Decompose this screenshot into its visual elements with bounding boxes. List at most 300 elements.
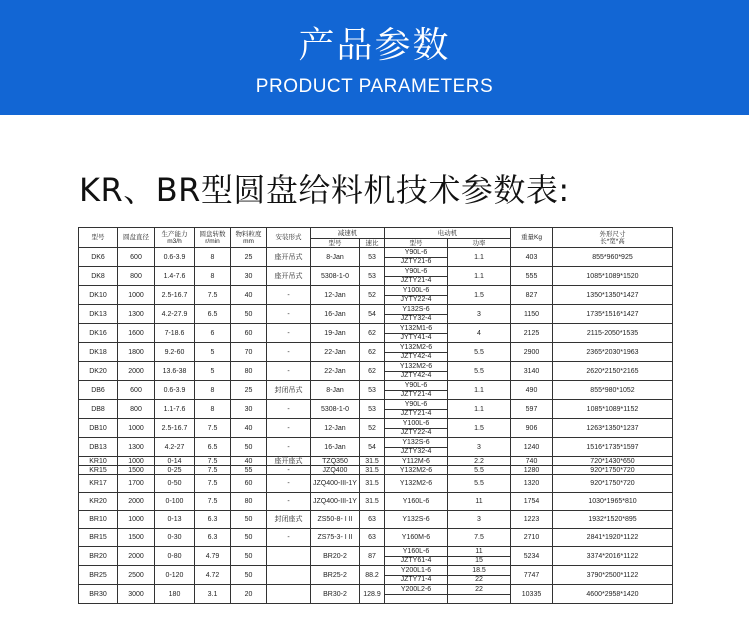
dimensions-cell: 2841*1920*1122 — [553, 529, 673, 547]
motor-model-cell: JZTY21-6 — [385, 257, 448, 267]
reducer-model-cell: 16-Jan — [311, 438, 360, 457]
motor-model-cell: Y200L2-6 — [385, 585, 448, 595]
install-cell: - — [267, 400, 311, 419]
install-cell — [267, 585, 311, 604]
capacity-cell: 2.5-16.7 — [155, 419, 195, 438]
particle-size-cell: 25 — [231, 248, 267, 267]
reducer-model-cell: 8-Jan — [311, 381, 360, 400]
reducer-model-cell: 12-Jan — [311, 286, 360, 305]
diameter-cell: 800 — [118, 267, 155, 286]
install-cell: - — [267, 324, 311, 343]
model-cell: KR20 — [79, 493, 118, 511]
motor-power-cell: 7.5 — [448, 529, 511, 547]
table-row — [79, 324, 673, 334]
weight-cell: 1320 — [511, 475, 553, 493]
capacity-cell: 0-100 — [155, 493, 195, 511]
header-motor-model: 型号 — [385, 239, 448, 248]
motor-model-cell: JZTY22-4 — [385, 428, 448, 438]
motor-power-cell: 11 — [448, 547, 511, 557]
motor-model-cell: JZTY42-4 — [385, 352, 448, 362]
diameter-cell: 1000 — [118, 286, 155, 305]
install-cell: - — [267, 343, 311, 362]
dimensions-cell: 1030*1965*810 — [553, 493, 673, 511]
reducer-ratio-cell: 31.5 — [360, 475, 385, 493]
header-disc-speed-label: 圆盘转数 — [199, 230, 226, 238]
weight-cell: 1240 — [511, 438, 553, 457]
speed-cell: 6.5 — [195, 305, 231, 324]
speed-cell: 8 — [195, 248, 231, 267]
motor-model-cell: Y112M-6 — [385, 457, 448, 466]
capacity-cell: 180 — [155, 585, 195, 604]
diameter-cell: 2000 — [118, 547, 155, 566]
dimensions-cell: 1932*1520*895 — [553, 511, 673, 529]
header-dimensions-label: 外形尺寸 — [599, 230, 626, 238]
capacity-cell: 0.6-3.9 — [155, 381, 195, 400]
motor-model-cell: JZTY21-4 — [385, 276, 448, 286]
diameter-cell: 1000 — [118, 419, 155, 438]
table-row — [79, 305, 673, 315]
reducer-ratio-cell: 87 — [360, 547, 385, 566]
reducer-ratio-cell: 31.5 — [360, 466, 385, 475]
diameter-cell: 2000 — [118, 362, 155, 381]
install-cell: - — [267, 529, 311, 547]
motor-model-cell: JZTY21-4 — [385, 390, 448, 400]
motor-model-cell: Y132M2-6 — [385, 343, 448, 353]
dimensions-cell: 1516*1735*1597 — [553, 438, 673, 457]
install-cell: - — [267, 286, 311, 305]
weight-cell: 555 — [511, 267, 553, 286]
table-row — [79, 475, 673, 493]
motor-model-cell: Y90L-6 — [385, 267, 448, 277]
diameter-cell: 600 — [118, 248, 155, 267]
table-row — [79, 457, 673, 466]
particle-size-cell: 60 — [231, 324, 267, 343]
reducer-ratio-cell: 62 — [360, 362, 385, 381]
header-particle-size-label: 物料粒度 — [235, 230, 262, 238]
reducer-ratio-cell: 128.9 — [360, 585, 385, 604]
dimensions-cell: 4600*2958*1420 — [553, 585, 673, 604]
table-row — [79, 248, 673, 258]
model-cell: DB10 — [79, 419, 118, 438]
table-row — [79, 529, 673, 547]
motor-power-cell — [448, 594, 511, 604]
capacity-cell: 0-80 — [155, 547, 195, 566]
particle-size-cell: 55 — [231, 466, 267, 475]
particle-size-cell: 50 — [231, 305, 267, 324]
capacity-cell: 4.2-27 — [155, 438, 195, 457]
motor-model-cell — [385, 594, 448, 604]
capacity-cell: 0.6-3.9 — [155, 248, 195, 267]
table-row — [79, 286, 673, 296]
weight-cell: 1280 — [511, 466, 553, 475]
install-cell: - — [267, 419, 311, 438]
dimensions-cell: 855*960*925 — [553, 248, 673, 267]
diameter-cell: 1300 — [118, 438, 155, 457]
diameter-cell: 1300 — [118, 305, 155, 324]
reducer-ratio-cell: 31.5 — [360, 493, 385, 511]
dimensions-cell: 2115-2050*1535 — [553, 324, 673, 343]
model-cell: KR10 — [79, 457, 118, 466]
install-cell: 封闭座式 — [267, 511, 311, 529]
reducer-model-cell: 5308-1-0 — [311, 267, 360, 286]
particle-size-cell: 50 — [231, 529, 267, 547]
motor-model-cell: Y200L1-6 — [385, 566, 448, 576]
spec-table-body — [79, 228, 673, 604]
motor-power-cell: 5.5 — [448, 466, 511, 475]
install-cell: 座开吊式 — [267, 248, 311, 267]
speed-cell: 4.72 — [195, 566, 231, 585]
header-disc-diameter: 圆盘直径 — [118, 228, 155, 248]
capacity-cell: 0-30 — [155, 529, 195, 547]
weight-cell: 10335 — [511, 585, 553, 604]
reducer-ratio-cell: 31.5 — [360, 457, 385, 466]
particle-size-cell: 40 — [231, 457, 267, 466]
model-cell: DK8 — [79, 267, 118, 286]
speed-cell: 8 — [195, 400, 231, 419]
dimensions-cell: 2365*2030*1963 — [553, 343, 673, 362]
reducer-ratio-cell: 63 — [360, 511, 385, 529]
motor-model-cell: JZTY61-4 — [385, 556, 448, 566]
dimensions-cell: 920*1750*720 — [553, 466, 673, 475]
motor-model-cell: JZTY32-4 — [385, 447, 448, 457]
weight-cell: 2710 — [511, 529, 553, 547]
motor-model-cell: Y132M2-6 — [385, 466, 448, 475]
dimensions-cell: 3374*2016*1122 — [553, 547, 673, 566]
dimensions-cell: 1735*1516*1427 — [553, 305, 673, 324]
motor-model-cell: Y100L-6 — [385, 419, 448, 429]
reducer-ratio-cell: 52 — [360, 419, 385, 438]
speed-cell: 7.5 — [195, 457, 231, 466]
header-reducer-ratio: 速比 — [360, 239, 385, 248]
diameter-cell: 2500 — [118, 566, 155, 585]
install-cell: - — [267, 475, 311, 493]
capacity-cell: 2.5-16.7 — [155, 286, 195, 305]
reducer-ratio-cell: 52 — [360, 286, 385, 305]
speed-cell: 3.1 — [195, 585, 231, 604]
particle-size-cell: 80 — [231, 362, 267, 381]
reducer-ratio-cell: 53 — [360, 381, 385, 400]
weight-cell: 597 — [511, 400, 553, 419]
capacity-cell: 0-50 — [155, 475, 195, 493]
table-row — [79, 438, 673, 448]
weight-cell: 740 — [511, 457, 553, 466]
table-row — [79, 400, 673, 410]
particle-size-cell: 80 — [231, 493, 267, 511]
dimensions-cell: 855*980*1052 — [553, 381, 673, 400]
model-cell: DK10 — [79, 286, 118, 305]
motor-model-cell: JZTY21-4 — [385, 409, 448, 419]
motor-power-cell: 11 — [448, 493, 511, 511]
reducer-ratio-cell: 54 — [360, 305, 385, 324]
table-row — [79, 466, 673, 475]
particle-size-cell: 20 — [231, 585, 267, 604]
header-dimensions-unit: 长*宽*高 — [600, 237, 625, 245]
header-motor-power: 功率 — [448, 239, 511, 248]
table-row — [79, 419, 673, 429]
speed-cell: 8 — [195, 267, 231, 286]
reducer-ratio-cell: 53 — [360, 267, 385, 286]
motor-model-cell: JYTY41-4 — [385, 333, 448, 343]
speed-cell: 4.79 — [195, 547, 231, 566]
speed-cell: 7.5 — [195, 419, 231, 438]
model-cell: BR25 — [79, 566, 118, 585]
model-cell: BR10 — [79, 511, 118, 529]
reducer-model-cell: 22-Jan — [311, 343, 360, 362]
motor-power-cell: 1.1 — [448, 248, 511, 267]
reducer-model-cell: 22-Jan — [311, 362, 360, 381]
model-cell: BR15 — [79, 529, 118, 547]
motor-model-cell: Y132M2-6 — [385, 475, 448, 493]
speed-cell: 6.3 — [195, 511, 231, 529]
particle-size-cell: 70 — [231, 343, 267, 362]
diameter-cell: 1500 — [118, 529, 155, 547]
table-row — [79, 566, 673, 576]
motor-model-cell: Y90L-6 — [385, 248, 448, 258]
reducer-model-cell: JZQ400-III-1Y — [311, 493, 360, 511]
reducer-model-cell: JZQ400 — [311, 466, 360, 475]
weight-cell: 403 — [511, 248, 553, 267]
install-cell — [267, 566, 311, 585]
reducer-model-cell: BR20-2 — [311, 547, 360, 566]
motor-power-cell: 18.5 — [448, 566, 511, 576]
reducer-model-cell: BR25-2 — [311, 566, 360, 585]
dimensions-cell: 3790*2500*1122 — [553, 566, 673, 585]
capacity-cell: 1.1-7.6 — [155, 400, 195, 419]
table-row — [79, 511, 673, 529]
install-cell: - — [267, 438, 311, 457]
motor-power-cell: 4 — [448, 324, 511, 343]
header-banner — [0, 0, 749, 115]
dimensions-cell: 1085*1089*1152 — [553, 400, 673, 419]
capacity-cell: 0-13 — [155, 511, 195, 529]
reducer-ratio-cell: 53 — [360, 400, 385, 419]
motor-model-cell: Y132S-6 — [385, 438, 448, 448]
model-cell: DK13 — [79, 305, 118, 324]
motor-power-cell: 2.2 — [448, 457, 511, 466]
speed-cell: 6.3 — [195, 529, 231, 547]
diameter-cell: 1500 — [118, 466, 155, 475]
speed-cell: 7.5 — [195, 286, 231, 305]
diameter-cell: 1600 — [118, 324, 155, 343]
capacity-cell: 4.2-27.9 — [155, 305, 195, 324]
banner-subtitle: PRODUCT PARAMETERS — [255, 76, 494, 97]
table-row — [79, 585, 673, 595]
header-reducer-model: 型号 — [311, 239, 360, 248]
motor-power-cell: 1.5 — [448, 286, 511, 305]
capacity-cell: 13.6-38 — [155, 362, 195, 381]
reducer-model-cell: BR30-2 — [311, 585, 360, 604]
motor-power-cell: 1.5 — [448, 419, 511, 438]
reducer-ratio-cell: 63 — [360, 529, 385, 547]
capacity-cell: 0-25 — [155, 466, 195, 475]
capacity-cell: 0-120 — [155, 566, 195, 585]
table-row — [79, 267, 673, 277]
install-cell: - — [267, 466, 311, 475]
weight-cell: 2900 — [511, 343, 553, 362]
diameter-cell: 3000 — [118, 585, 155, 604]
table-row — [79, 381, 673, 391]
install-cell: 座开吊式 — [267, 267, 311, 286]
install-cell: 封闭吊式 — [267, 381, 311, 400]
motor-model-cell: Y132M1-6 — [385, 324, 448, 334]
motor-model-cell: Y160L-6 — [385, 547, 448, 557]
reducer-model-cell: 8-Jan — [311, 248, 360, 267]
install-cell — [267, 547, 311, 566]
motor-power-cell: 5.5 — [448, 475, 511, 493]
weight-cell: 490 — [511, 381, 553, 400]
motor-model-cell: Y100L-6 — [385, 286, 448, 296]
spec-table — [78, 227, 673, 604]
header-disc-speed — [195, 228, 231, 248]
header-particle-size — [231, 228, 267, 248]
weight-cell: 7747 — [511, 566, 553, 585]
dimensions-cell: 1085*1089*1520 — [553, 267, 673, 286]
motor-power-cell: 5.5 — [448, 362, 511, 381]
model-cell: DB13 — [79, 438, 118, 457]
speed-cell: 6.5 — [195, 438, 231, 457]
motor-model-cell: Y132S-6 — [385, 305, 448, 315]
speed-cell: 5 — [195, 343, 231, 362]
motor-model-cell: Y90L-6 — [385, 400, 448, 410]
reducer-ratio-cell: 53 — [360, 248, 385, 267]
diameter-cell: 1000 — [118, 457, 155, 466]
speed-cell: 7.5 — [195, 475, 231, 493]
install-cell: - — [267, 493, 311, 511]
motor-model-cell: JYTY22-4 — [385, 295, 448, 305]
diameter-cell: 1700 — [118, 475, 155, 493]
header-weight: 重量Kg — [511, 228, 553, 248]
model-cell: DB6 — [79, 381, 118, 400]
particle-size-cell: 50 — [231, 547, 267, 566]
motor-power-cell: 3 — [448, 511, 511, 529]
dimensions-cell: 1350*1350*1427 — [553, 286, 673, 305]
weight-cell: 827 — [511, 286, 553, 305]
motor-model-cell: Y160M-6 — [385, 529, 448, 547]
header-disc-speed-unit: r/min — [205, 237, 220, 245]
particle-size-cell: 40 — [231, 419, 267, 438]
model-cell: BR20 — [79, 547, 118, 566]
capacity-cell: 0-14 — [155, 457, 195, 466]
model-cell: DK18 — [79, 343, 118, 362]
reducer-model-cell: 5308-1-0 — [311, 400, 360, 419]
motor-model-cell: Y132M2-6 — [385, 362, 448, 372]
dimensions-cell: 2620*2150*2165 — [553, 362, 673, 381]
particle-size-cell: 50 — [231, 566, 267, 585]
diameter-cell: 1000 — [118, 511, 155, 529]
motor-power-cell: 1.1 — [448, 267, 511, 286]
particle-size-cell: 30 — [231, 267, 267, 286]
motor-model-cell: JZTY32-4 — [385, 314, 448, 324]
header-capacity-label: 生产能力 — [161, 230, 188, 238]
reducer-ratio-cell: 88.2 — [360, 566, 385, 585]
install-cell: - — [267, 362, 311, 381]
motor-power-cell: 3 — [448, 438, 511, 457]
table-row — [79, 343, 673, 353]
speed-cell: 7.5 — [195, 466, 231, 475]
particle-size-cell: 40 — [231, 286, 267, 305]
table-row — [79, 547, 673, 557]
diameter-cell: 2000 — [118, 493, 155, 511]
speed-cell: 5 — [195, 362, 231, 381]
speed-cell: 8 — [195, 381, 231, 400]
table-row — [79, 362, 673, 372]
particle-size-cell: 60 — [231, 475, 267, 493]
motor-power-cell: 22 — [448, 575, 511, 585]
reducer-model-cell: ZS50-8- I II — [311, 511, 360, 529]
header-install: 安装形式 — [267, 228, 311, 248]
motor-model-cell: Y160L-6 — [385, 493, 448, 511]
weight-cell: 1150 — [511, 305, 553, 324]
model-cell: DK20 — [79, 362, 118, 381]
model-cell: DB8 — [79, 400, 118, 419]
speed-cell: 6 — [195, 324, 231, 343]
install-cell: - — [267, 305, 311, 324]
table-row — [79, 493, 673, 511]
header-row — [79, 228, 673, 239]
reducer-model-cell: ZS75-3- I II — [311, 529, 360, 547]
particle-size-cell: 30 — [231, 400, 267, 419]
particle-size-cell: 25 — [231, 381, 267, 400]
model-cell: KR15 — [79, 466, 118, 475]
weight-cell: 906 — [511, 419, 553, 438]
reducer-model-cell: 16-Jan — [311, 305, 360, 324]
model-cell: DK6 — [79, 248, 118, 267]
motor-model-cell: JZTY42-4 — [385, 371, 448, 381]
table-heading: KR、BR型圆盘给料机技术参数表: — [79, 171, 570, 209]
dimensions-cell: 1263*1350*1237 — [553, 419, 673, 438]
motor-power-cell: 22 — [448, 585, 511, 595]
motor-power-cell: 1.1 — [448, 400, 511, 419]
weight-cell: 3140 — [511, 362, 553, 381]
motor-power-cell: 3 — [448, 305, 511, 324]
weight-cell: 5234 — [511, 547, 553, 566]
model-cell: BR30 — [79, 585, 118, 604]
diameter-cell: 800 — [118, 400, 155, 419]
header-capacity — [155, 228, 195, 248]
motor-power-cell: 5.5 — [448, 343, 511, 362]
motor-model-cell: JZTY71-4 — [385, 575, 448, 585]
capacity-cell: 7-18.6 — [155, 324, 195, 343]
reducer-model-cell: TZQ350 — [311, 457, 360, 466]
speed-cell: 7.5 — [195, 493, 231, 511]
reducer-model-cell: 12-Jan — [311, 419, 360, 438]
header-dimensions — [553, 228, 673, 248]
banner-title: 产品参数 — [298, 25, 451, 66]
motor-model-cell: Y90L-6 — [385, 381, 448, 391]
diameter-cell: 1800 — [118, 343, 155, 362]
particle-size-cell: 50 — [231, 438, 267, 457]
reducer-ratio-cell: 62 — [360, 324, 385, 343]
header-reducer: 减速机 — [311, 228, 385, 239]
motor-model-cell: Y132S-6 — [385, 511, 448, 529]
weight-cell: 1754 — [511, 493, 553, 511]
weight-cell: 2125 — [511, 324, 553, 343]
motor-power-cell: 15 — [448, 556, 511, 566]
weight-cell: 1223 — [511, 511, 553, 529]
header-capacity-unit: m3/h — [167, 237, 182, 245]
header-model: 型号 — [79, 228, 118, 248]
header-particle-size-unit: mm — [243, 237, 254, 245]
particle-size-cell: 50 — [231, 511, 267, 529]
reducer-model-cell: 19-Jan — [311, 324, 360, 343]
header-motor: 电动机 — [385, 228, 511, 239]
capacity-cell: 1.4-7.6 — [155, 267, 195, 286]
motor-power-cell: 1.1 — [448, 381, 511, 400]
dimensions-cell: 920*1750*720 — [553, 475, 673, 493]
reducer-ratio-cell: 54 — [360, 438, 385, 457]
model-cell: DK16 — [79, 324, 118, 343]
dimensions-cell: 720*1430*650 — [553, 457, 673, 466]
